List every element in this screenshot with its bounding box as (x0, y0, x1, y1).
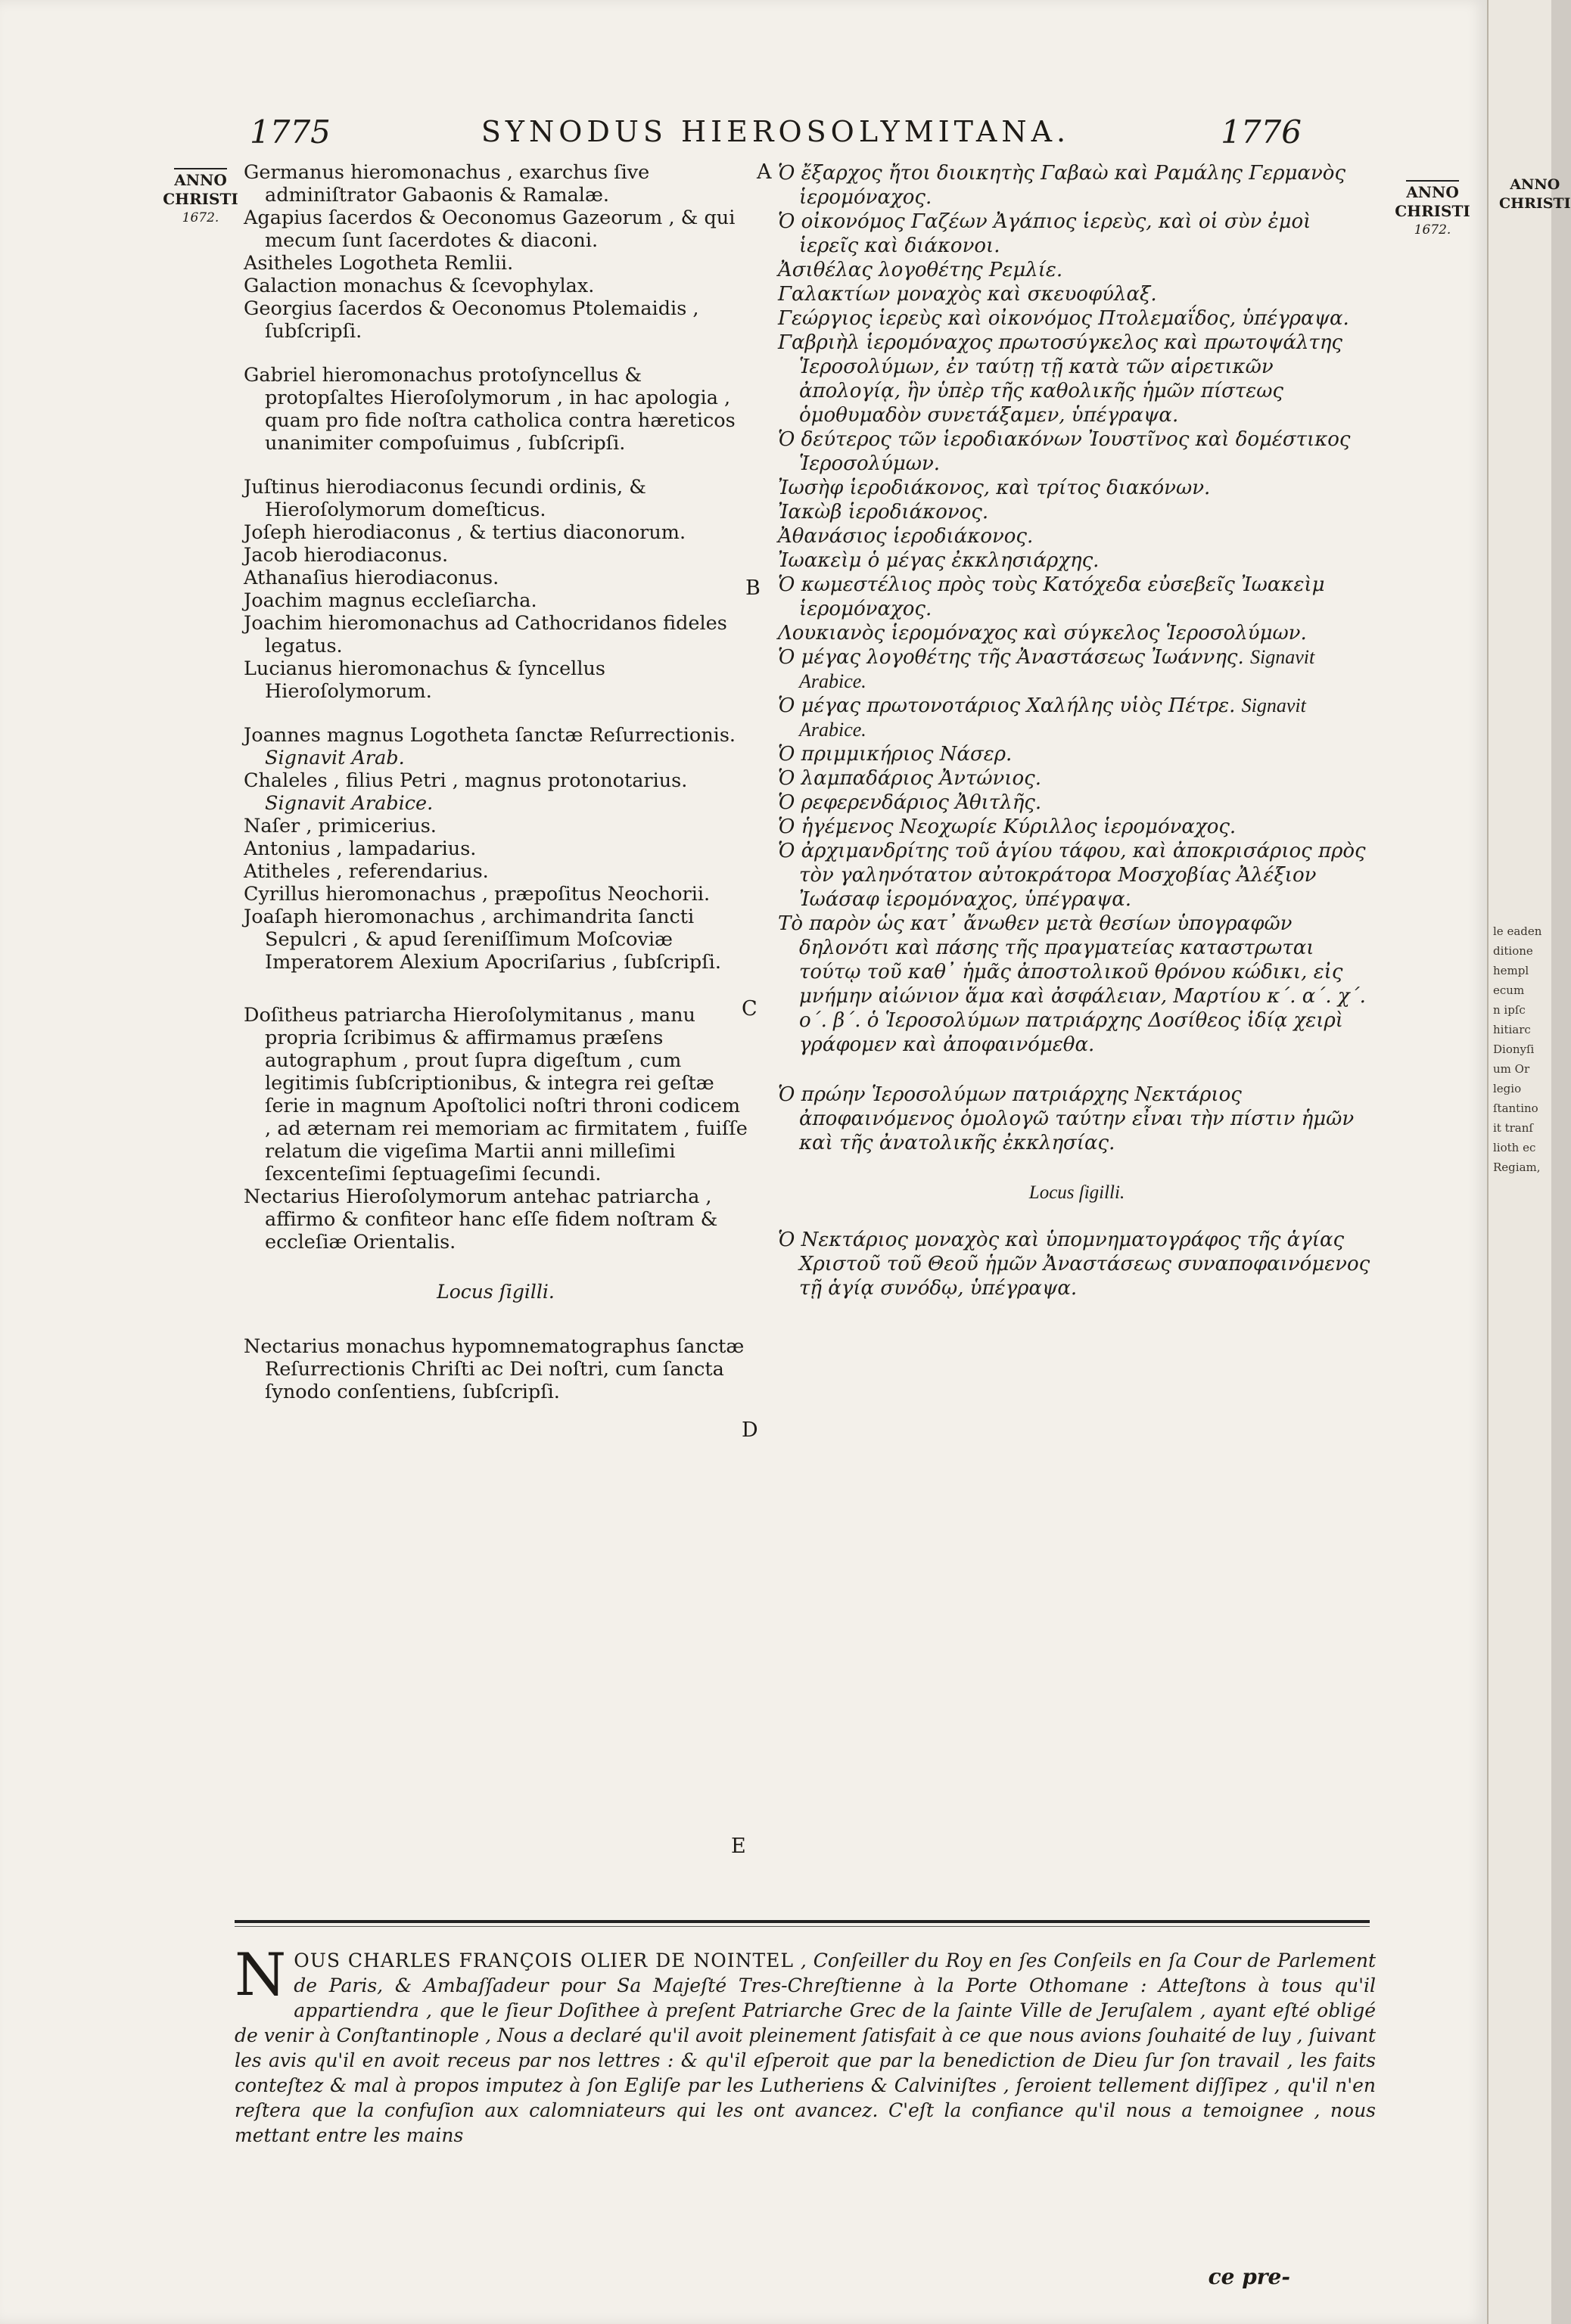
next-page-fragment: um Or (1493, 1062, 1530, 1076)
next-page-fragment: it tranſ (1493, 1121, 1533, 1135)
greek-entry: Ἰωακεὶμ ὁ μέγας ἐκκλησιάρχης. (778, 549, 1100, 572)
section-letter-b: B (745, 576, 761, 600)
latin-entry (244, 769, 748, 815)
latin-entry: Doſitheus patriarcha Hieroſolymitanus , manu propria ſcribimus & affirmamus præſens autographum , prout ſupra digeſtum , cum legitimis ſubſcriptionibus, & integra rei geſtæ ſerie in magnum Apoſtolici noſtri throni codicem , ad æternam rei memoriam ac firmitatem , fuiſſe relatum die vigeſima Martii anni milleſimi ſexcenteſimi ſeptuageſimi ſecundi. (244, 1004, 748, 1185)
next-page-margin-note (1499, 176, 1571, 213)
latin-entry (244, 724, 748, 769)
latin-entry: Naſer , primicerius. (244, 815, 437, 837)
greek-entry: Γαλακτίων μοναχὸς καὶ σκευοφύλαξ. (778, 283, 1157, 306)
latin-entry: Georgius ſacerdos & Oeconomus Ptolemaidis , ſubſcripſi. (244, 297, 699, 343)
latin-entry: Nectarius monachus hypomnematographus ſanctæ Reſurrectionis Chriſti ac Dei noſtri, cum ſancta ſynodo conſentiens, ſubſcripſi. (244, 1335, 745, 1403)
greek-entry: Ὁ λαμπαδάριος Ἀντώνιος. (778, 767, 1042, 790)
next-page-fragment: hempl (1493, 964, 1529, 977)
margin-anno: ANNO (1510, 176, 1560, 193)
greek-entry (778, 694, 1376, 742)
attestation-text: , Conſeiller du Roy en ſes Conſeils en ſa Cour de Parlement de Paris, & Ambaſſadeur pour Sa Majeſté Tres-Chreſtienne à la Porte Othomane : Atteſtons à tous qu'il appartiendra , que le ſieur Doſithee à preſent Patriarche Grec de la ſainte Ville de Jeruſalem , ayant eſté obligé de venir à Conſtantinople , Nous a declaré qu'il avoit pleinement ſatisfait à ce que nous avions ſouhaité de luy , ſuivant les avis qu'il en avoit receus par nos lettres : & qu'il eſperoit que par la benediction de Dieu ſur ſon travail , les faits conteſtez & mal à propos imputez à ſon Egliſe par les Lutheriens & Calviniſtes , ſeroient tellement diſſipez , qu'il n'en reſtera que la confuſion aux calomniateurs qui les ont avancez. C'eſt la confiance qu'il nous a temoignee , nous mettant entre les mains (235, 1950, 1377, 2146)
greek-entry (778, 645, 1376, 694)
latin-entry: Gabriel hieromonachus protoſyncellus & protopſaltes Hieroſolymorum , in hac apologia , quam pro fide noſtra catholica contra hæreticos unanimiter compoſuimus , ſubſcripſi. (244, 364, 736, 455)
greek-entry: Ὁ πρώην Ἱεροσολύμων πατριάρχης Νεκτάριος ἀποφαινόμενος ὁμολογῶ ταύτην εἶναι τὴν πίστιν ἡμῶν καὶ τῆς ἀνατολικῆς ἐκκλησίας. (778, 1083, 1355, 1154)
greek-entry: Ὁ ἡγέμενος Νεοχωρίε Κύριλλος ἱερομόναχος. (778, 816, 1237, 838)
margin-year: 1672. (182, 210, 219, 225)
latin-entry: Joaſaph hieromonachus , archimandrita ſancti Sepulcri , & apud ſereniſſimum Moſcoviæ Imperatorem Alexium Apocriſarius , ſubſcripſi. (244, 906, 721, 974)
next-page-fragment: ecum (1493, 983, 1525, 997)
margin-anno: ANNO (174, 168, 227, 190)
greek-entry: Ἀθανάσιος ἱεροδιάκονος. (778, 525, 1034, 548)
greek-entry: Ἰωσὴφ ἱεροδιάκονος, καὶ τρίτος διακόνων. (778, 477, 1211, 499)
greek-entry-text: Ὁ μέγας λογοθέτης τῆς Ἀναστάσεως Ἰωάννης. (778, 646, 1244, 669)
drop-cap: N (235, 1941, 287, 2009)
latin-entry: Nectarius Hieroſolymorum antehac patriarcha , affirmo & confiteor hanc eſſe fidem noſtram & eccleſiæ Orientalis. (244, 1185, 718, 1254)
next-page-fragment: lioth ec (1493, 1141, 1536, 1154)
latin-entry: Atitheles , referendarius. (244, 860, 489, 883)
margin-anno: ANNO (1406, 180, 1459, 202)
latin-entry-text: Joannes magnus Logotheta ſanctæ Reſurrectionis. (244, 724, 736, 747)
greek-entry: Γεώργιος ἱερεὺς καὶ οἰκονόμος Πτολεμαΐδος, ὑπέγραψα. (778, 307, 1349, 330)
next-page-fragment: Dionyſi (1493, 1042, 1535, 1056)
latin-entry: Agapius ſacerdos & Oeconomus Gazeorum , & qui mecum ſunt ſacerdotes & diaconi. (244, 207, 736, 252)
next-page-fragment: Regiam, (1493, 1160, 1541, 1174)
latin-entry: Cyrillus hieromonachus , præpoſitus Neochorii. (244, 883, 711, 906)
greek-entry: Γαβριὴλ ἱερομόναχος πρωτοσύγκελος καὶ πρωτοψάλτης Ἱεροσολύμων, ἐν ταύτῃ τῇ κατὰ τῶν αἱρετικῶν ἀπολογίᾳ, ἣν ὑπὲρ τῆς καθολικῆς ἡμῶν πίστεως ὁμοθυμαδὸν συνετάξαμεν, ὑπέγραψα. (778, 331, 1342, 427)
signature-note: Signavit Arabice. (265, 792, 434, 815)
margin-christi: CHRISTI (1499, 195, 1571, 212)
greek-entry: Ἀσιθέλας λογοθέτης Ρεμλίε. (778, 259, 1063, 281)
signature-note: Signavit Arab. (265, 747, 405, 769)
greek-entry: Ὁ δεύτερος τῶν ἱεροδιακόνων Ἰουστῖνος καὶ δομέστικος Ἱεροσολύμων. (778, 428, 1351, 475)
greek-entry: Ὁ πριμμικήριος Νάσερ. (778, 743, 1013, 766)
margin-note-left (159, 168, 242, 228)
latin-entry: Juſtinus hierodiaconus ſecundi ordinis, & Hieroſolymorum domeſticus. (244, 476, 646, 521)
latin-entry: Germanus hieromonachus , exarchus ſive adminiſtrator Gabaonis & Ramalæ. (244, 161, 650, 207)
section-letter-d: D (742, 1418, 758, 1442)
next-page-edge (1487, 0, 1571, 2324)
latin-entry: Asitheles Logotheta Remlii. (244, 252, 514, 275)
latin-entry-text: Chaleles , filius Petri , magnus protonotarius. (244, 769, 688, 792)
latin-entry: Antonius , lampadarius. (244, 837, 477, 860)
section-letter-c: C (742, 997, 758, 1021)
margin-christi: CHRISTI (1395, 202, 1470, 220)
locus-sigilli-latin: Locus ſigilli. (437, 1281, 555, 1303)
locus-sigilli-greek: Locus ſigilli. (1028, 1182, 1125, 1203)
page-number-right: 1776 (1221, 113, 1302, 151)
latin-column (244, 161, 748, 1403)
section-letter-a: A (757, 160, 772, 184)
signature-note: Signavit Arabice. (799, 694, 1306, 741)
latin-entry: Joſeph hierodiaconus , & tertius diaconorum. (244, 521, 686, 544)
next-page-fragment: ſtantino (1493, 1101, 1538, 1115)
running-header (250, 113, 1302, 159)
greek-entry: Ὁ οἰκονόμος Γαζέων Ἀγάπιος ἱερεὺς, καὶ οἱ σὺν ἐμοὶ ἱερεῖς καὶ διάκονοι. (778, 210, 1311, 257)
latin-entry: Jacob hierodiaconus. (244, 544, 449, 567)
ambassador-name: OUS CHARLES FRANÇOIS OLIER DE NOINTEL (294, 1950, 794, 1971)
greek-entry-text: Ὁ μέγας πρωτονοτάριος Χαλήλης υἱὸς Πέτρε. (778, 694, 1236, 717)
latin-entry: Joachim magnus eccleſiarcha. (244, 589, 537, 612)
margin-christi: CHRISTI (163, 190, 238, 208)
latin-entry: Lucianus hieromonachus & ſyncellus Hieroſolymorum. (244, 657, 605, 703)
french-attestation (235, 1941, 1377, 2148)
next-page-fragment: le eaden (1493, 924, 1542, 938)
next-page-fragment: n ipſc (1493, 1003, 1526, 1017)
running-title: SYNODUS HIEROSOLYMITANA. (481, 115, 1071, 148)
margin-note-right (1391, 180, 1474, 240)
latin-entry: Joachim hieromonachus ad Cathocridanos fideles legatus. (244, 612, 727, 657)
greek-column (778, 161, 1376, 1300)
greek-entry: Τὸ παρὸν ὡς κατ᾽ ἄνωθεν μετὰ θεσίων ὑπογραφῶν δηλονότι καὶ πάσης τῆς πραγματείας καταστρωται τούτῳ τοῦ καθ᾽ ἡμᾶς ἀποστολικοῦ θρόνου κώδικι, εἰς μνήμην αἰώνιον ἅμα καὶ ἀσφάλειαν, Μαρτίου κ΄. α΄. χ΄. ο΄. β΄. ὁ Ἱεροσολύμων πατριάρχης Δοσίθεος ἰδίᾳ χειρὶ γράφομεν καὶ ἀποφαινόμεθα. (778, 912, 1366, 1056)
latin-entry: Athanaſius hierodiaconus. (244, 567, 499, 589)
greek-entry: Ὁ Νεκτάριος μοναχὸς καὶ ὑπομνηματογράφος τῆς ἁγίας Χριστοῦ τοῦ Θεοῦ ἡμῶν Ἀναστάσεως συναποφαινόμενος τῇ ἁγίᾳ συνόδῳ, ὑπέγραψα. (778, 1229, 1370, 1300)
section-letter-e: E (731, 1835, 746, 1858)
greek-entry: Ὁ ρεφερενδάριος Ἀθιτλῆς. (778, 791, 1042, 814)
greek-entry: Λουκιανὸς ἱερομόναχος καὶ σύγκελος Ἱεροσολύμων. (778, 622, 1307, 645)
signature-note: Signavit Arabice. (799, 646, 1315, 692)
page-number-left: 1775 (250, 113, 331, 151)
greek-entry: Ἰακὼβ ἱεροδιάκονος. (778, 501, 989, 524)
greek-entry: Ὁ κωμεστέλιος πρὸς τοὺς Κατόχεδα εὐσεβεῖς Ἰωακεὶμ ἱερομόναχος. (778, 573, 1325, 620)
next-page-fragment: legio (1493, 1082, 1522, 1095)
greek-entry: Ὁ ἔξαρχος ἤτοι διοικητὴς Γαβαὼ καὶ Ραμάλης Γερμανὸς ἱερομόναχος. (778, 162, 1346, 209)
section-rule (235, 1920, 1370, 1923)
section-rule-thin (235, 1926, 1370, 1927)
latin-entry: Galaction monachus & ſcevophylax. (244, 275, 595, 297)
next-page-fragment: hitiarc (1493, 1023, 1531, 1036)
catchword: ce pre- (1208, 2264, 1290, 2289)
next-page-fragment: ditione (1493, 944, 1533, 958)
greek-entry: Ὁ ἀρχιμανδρίτης τοῦ ἁγίου τάφου, καὶ ἀποκρισάριος πρὸς τὸν γαληνότατον αὐτοκράτορα Μοσχοβίας Ἀλέξιον Ἰωάσαφ ἱερομόναχος, ὑπέγραψα. (778, 840, 1366, 911)
margin-year: 1672. (1414, 222, 1451, 238)
